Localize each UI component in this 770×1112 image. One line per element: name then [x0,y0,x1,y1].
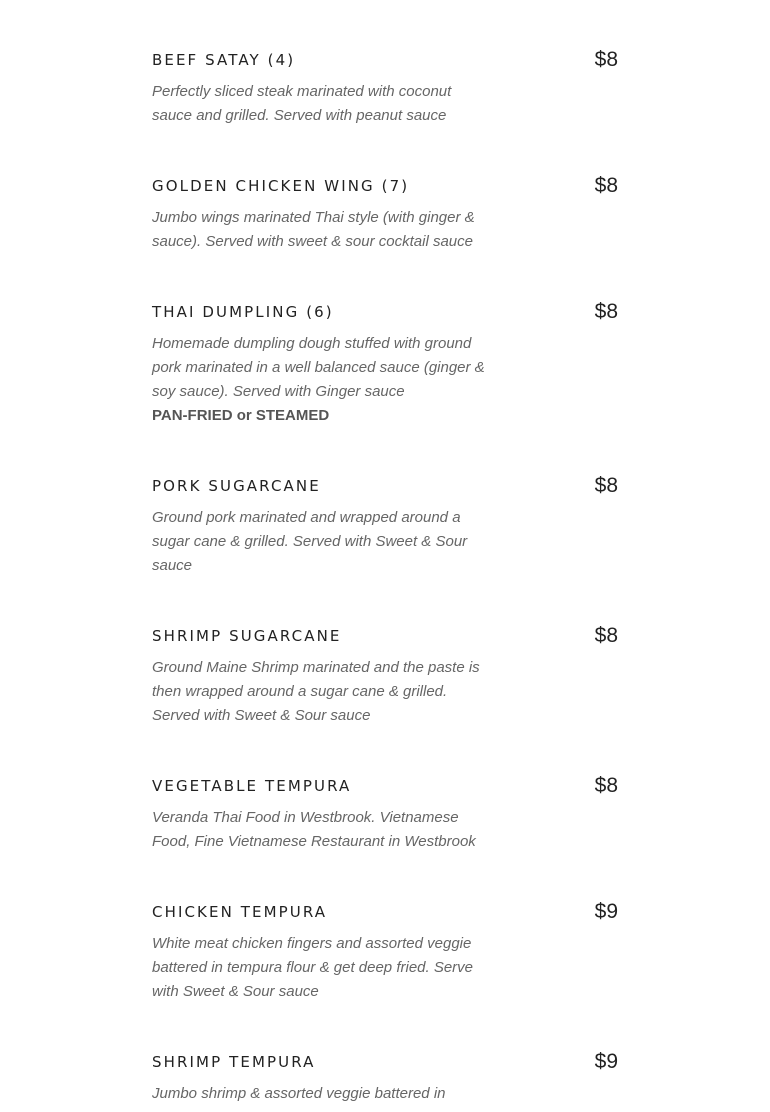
menu-item-name: SHRIMP TEMPURA [152,1053,316,1071]
menu-item-thai-dumpling [152,302,618,476]
menu-item-name: CHICKEN TEMPURA [152,903,328,921]
menu-item-name: THAI DUMPLING (6) [152,303,334,321]
menu-item-name: VEGETABLE TEMPURA [152,777,352,795]
menu-item-description: Jumbo wings marinated Thai style (with ginger & sauce). Served with sweet & sour cocktail sauce [152,209,475,250]
menu-item-name: BEEF SATAY (4) [152,51,296,69]
menu-item-price: $8 [594,300,618,323]
menu-item-beef-satay [152,50,618,176]
menu-item-name: GOLDEN CHICKEN WING (7) [152,177,410,195]
menu-item-vegetable-tempura [152,776,618,902]
menu-item-price: $9 [594,900,618,923]
menu-item-description: White meat chicken fingers and assorted veggie battered in tempura flour & get deep fried. Serve with Sweet & Sour sauce [152,935,474,1000]
menu-item-price: $8 [594,624,618,647]
menu-item-name: PORK SUGARCANE [152,477,321,495]
menu-item-price: $8 [594,48,618,71]
menu-item-description: Ground Maine Shrimp marinated and the paste is then wrapped around a sugar cane & grilled. Served with Sweet & Sour sauce [152,659,480,724]
menu-item-shrimp-sugarcane [152,626,618,776]
menu-item-chicken-tempura [152,902,618,1052]
menu-item-preparation-note: PAN-FRIED or STEAMED [152,407,330,424]
menu-item-description: Ground pork marinated and wrapped around a sugar cane & grilled. Served with Sweet & Sour sauce [152,509,468,574]
menu-item-price: $9 [594,1050,618,1073]
menu-item-description: Perfectly sliced steak marinated with coconut sauce and grilled. Served with peanut sauce [152,83,452,124]
menu-list [152,50,618,1112]
menu-item-price: $8 [594,174,618,197]
menu-item-description: Homemade dumpling dough stuffed with ground pork marinated in a well balanced sauce (ginger & soy sauce). Served with Ginger sauce [152,335,485,400]
menu-item-shrimp-tempura [152,1052,618,1112]
menu-item-name: SHRIMP SUGARCANE [152,627,342,645]
menu-item-description: Jumbo shrimp & assorted veggie battered in [152,1085,446,1102]
menu-item-price: $8 [594,774,618,797]
menu-item-pork-sugarcane [152,476,618,626]
menu-item-golden-chicken-wing [152,176,618,302]
menu-item-description: Veranda Thai Food in Westbrook. Vietnamese Food, Fine Vietnamese Restaurant in Westbrook [152,809,476,850]
menu-item-price: $8 [594,474,618,497]
